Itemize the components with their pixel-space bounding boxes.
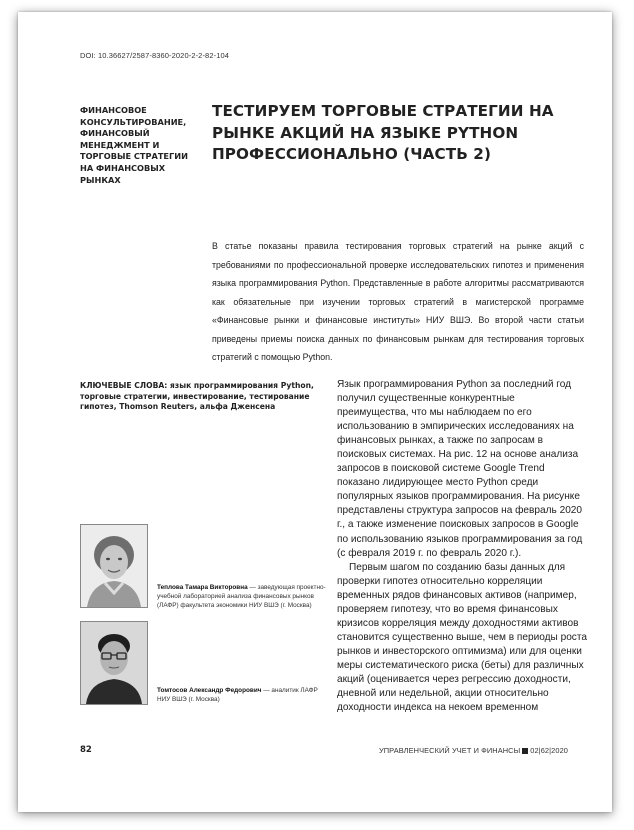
running-footer — [379, 746, 568, 755]
portrait-woman-image — [81, 525, 147, 607]
author-info-1 — [157, 583, 327, 610]
author-name: Томтосов Александр Федорович — [157, 687, 262, 694]
issue-number: 02|62|2020 — [530, 746, 568, 755]
body-text-column — [337, 378, 587, 715]
abstract: В статье показаны правила тестирования торговых стратегий на рынке акций с требованиями по профессиональной проверке исследовательских гипотез и применения языка программирования Python. Представленные в работе алгоритмы рассматриваются как обязательные при изучении торговых стратегий в магистерской программе «Финансовые рынки и финансовые институты» НИУ ВШЭ. Во второй части статьи приведены приемы поиска данных по финансовым рынкам для тестирования торговых стратегий с помощью Python. — [212, 241, 584, 362]
square-separator-icon — [522, 748, 528, 754]
section-rubric: ФИНАНСОВОЕ КОНСУЛЬТИРОВАНИЕ, ФИНАНСОВЫЙ МЕНЕДЖМЕНТ И ТОРГОВЫЕ СТРАТЕГИИ НА ФИНАНСОВЫХ РЫНКАХ — [80, 105, 188, 185]
page-number: 82 — [80, 745, 92, 755]
keywords: КЛЮЧЕВЫЕ СЛОВА: язык программирования Python, торговые стратегии, инвестирование, тестирование гипотез, Thomson Reuters, альфа Дженсена — [80, 381, 314, 412]
author-photo-teplova — [80, 524, 148, 608]
portrait-man-image — [81, 622, 147, 704]
journal-page — [18, 12, 612, 812]
article-title: ТЕСТИРУЕМ ТОРГОВЫЕ СТРАТЕГИИ НА РЫНКЕ АКЦИЙ НА ЯЗЫКЕ PYTHON ПРОФЕССИОНАЛЬНО (ЧАСТЬ 2) — [212, 102, 554, 163]
body-paragraph-2: Первым шагом по созданию базы данных для проверки гипотез относительно корреляции временных рядов финансовых активов (например, проверяем гипотезу, что во время финансовых кризисов корреляция между доходностями активов становится существенно выше, чем в периоды роста рынков и инвесторского оптимизма) или для оценки меры систематического риска (беты) для различных акций (оценивается через регрессию доходности, дневной или недельной, акции относительно доходности индекса на некоем временном — [337, 561, 587, 714]
author-photo-tomtosov — [80, 621, 148, 705]
author-affiliation: — заведующая проектно-учебной лабораторией анализа финансовых рынков (ЛАФР) факультета экономики НИУ ВШЭ (г. Москва) — [157, 584, 326, 609]
author-name: Теплова Тамара Викторовна — [157, 584, 248, 591]
author-info-2 — [157, 686, 327, 704]
author-affiliation: — аналитик ЛАФР НИУ ВШЭ (г. Москва) — [157, 687, 318, 703]
journal-name: УПРАВЛЕНЧЕСКИЙ УЧЕТ И ФИНАНСЫ — [378, 746, 521, 755]
body-paragraph-1: Язык программирования Python за последний год получил существенные конкурентные преимущества, что мы наблюдаем по его использованию в эмпирических исследованиях на финансовых рынках, а также по запросам в поисковых системах. На рис. 12 на основе анализа запросов в поисковой системе Google Trend показано лидирующее место Python среди популярных языков программирования. На рисунке представлены структура запросов на февраль 2020 г., а также изменение поисковых запросов в Google по использованию языков программирования за год (с февраля 2019 г. по февраль 2020 г.). — [337, 379, 583, 559]
doi: DOI: 10.36627/2587-8360-2020-2-2-82-104 — [80, 51, 230, 60]
